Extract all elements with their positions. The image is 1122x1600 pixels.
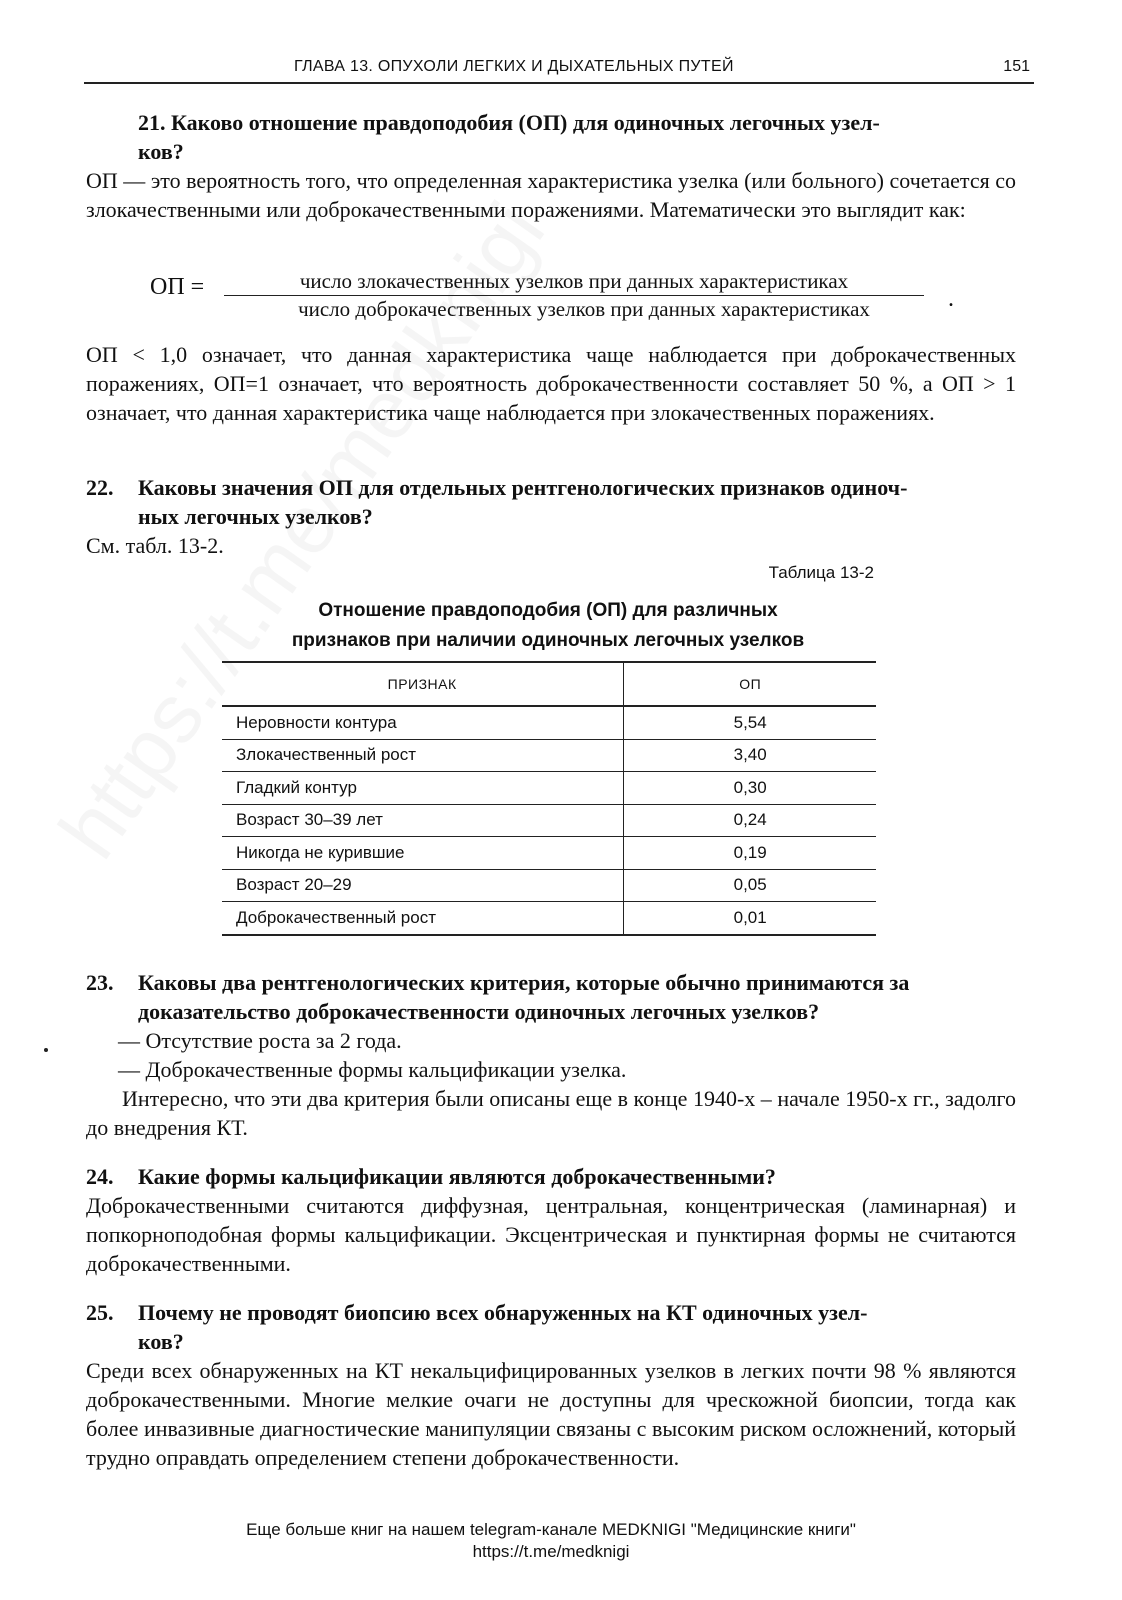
feature-cell: Неровности контура <box>222 706 624 739</box>
question-number: 23. <box>86 970 114 995</box>
footer-promo-text: Еще больше книг на нашем telegram-канале MEDKNIGI "Медицинские книги" <box>246 1520 856 1539</box>
question-number: 25. <box>86 1300 114 1325</box>
question-title: Каковы два рентгенологических критерия, которые обычно принимаются за <box>138 970 910 995</box>
scan-speck <box>44 1048 48 1052</box>
formula-end: . <box>948 286 954 312</box>
question-title: Почему не проводят биопсию всех обнаруженных на КТ одиночных узел- <box>138 1300 868 1325</box>
question-24-heading <box>86 1162 1016 1191</box>
question-number: 22. <box>86 475 114 500</box>
question-title-continued: ков? <box>138 139 184 164</box>
formula-numerator: число злокачественных узелков при данных характеристиках <box>224 268 924 296</box>
criterion-item: — Доброкачественные формы кальцификации узелка. <box>118 1057 627 1082</box>
table-row <box>222 804 876 837</box>
formula-denominator: число доброкачественных узелков при данных характеристиках <box>298 297 870 321</box>
table-header-row <box>222 662 876 706</box>
formula-fraction <box>224 268 944 323</box>
lr-value-cell: 0,30 <box>624 772 876 805</box>
question-title-continued: доказательство доброкачественности одиночных легочных узелков? <box>138 999 820 1024</box>
table-row <box>222 772 876 805</box>
question-21-heading <box>86 108 1016 166</box>
table-row <box>222 837 876 870</box>
question-number: 24. <box>86 1164 114 1189</box>
answer-25-text: Среди всех обнаруженных на КТ некальцифицированных узелков в легких почти 98 % являются доброкачественными. Многие мелкие очаги не доступны для чрескожной биопсии, тогда как более инвазивные диагностические манипуляции связаны с высоким риском осложнений, который трудно оправдать определением степени доброкачественности. <box>86 1358 1016 1470</box>
answer-21-text: ОП — это вероятность того, что определенная характеристика узелка (или больного) сочетается со злокачественными или доброкачественными поражениями. Математически это выглядит как: <box>86 168 1016 222</box>
running-header <box>84 56 1034 84</box>
table-title-line: признаков при наличии одиночных легочных узелков <box>291 630 805 651</box>
table-title <box>222 596 874 656</box>
question-title-continued: ных легочных узелков? <box>138 504 373 529</box>
lr-value-cell: 5,54 <box>624 706 876 739</box>
column-header-lr: ОП <box>624 662 876 706</box>
answer-23-note: Интересно, что эти два критерия были описаны еще в конце 1940-х – начале 1950-х гг., задолго до внедрения КТ. <box>86 1086 1016 1140</box>
table-row <box>222 869 876 902</box>
question-title: Каковы значения ОП для отдельных рентгенологических признаков одиноч- <box>138 475 908 500</box>
footer-link[interactable]: https://t.me/medknigi <box>472 1542 630 1561</box>
question-number: 21. <box>138 110 166 135</box>
footer <box>0 1519 1102 1563</box>
column-header-feature: ПРИЗНАК <box>222 662 624 706</box>
lr-value-cell: 0,05 <box>624 869 876 902</box>
feature-cell: Злокачественный рост <box>222 739 624 772</box>
lr-value-cell: 3,40 <box>624 739 876 772</box>
formula-lhs: ОП = <box>150 274 205 300</box>
question-title-continued: ков? <box>138 1329 184 1354</box>
question-25-heading <box>86 1298 1016 1356</box>
table-row <box>222 902 876 935</box>
lr-value-cell: 0,24 <box>624 804 876 837</box>
lr-value-cell: 0,19 <box>624 837 876 870</box>
feature-cell: Никогда не курившие <box>222 837 624 870</box>
table-caption: Таблица 13-2 <box>768 563 874 582</box>
feature-cell: Возраст 30–39 лет <box>222 804 624 837</box>
question-title: Какие формы кальцификации являются доброкачественными? <box>138 1164 776 1189</box>
question-title: Каково отношение правдоподобия (ОП) для одиночных легочных узел- <box>171 110 880 135</box>
answer-21-explanation: ОП < 1,0 означает, что данная характеристика чаще наблюдается при доброкачественных поражениях, ОП=1 означает, что вероятность доброкачественности составляет 50 %, а ОП > 1 означает, что данная характеристика чаще наблюдается при злокачественных поражениях. <box>86 342 1016 425</box>
criterion-item: — Отсутствие роста за 2 года. <box>118 1028 402 1053</box>
chapter-title: ГЛАВА 13. ОПУХОЛИ ЛЕГКИХ И ДЫХАТЕЛЬНЫХ ПУТЕЙ <box>294 58 734 75</box>
table-title-line: Отношение правдоподобия (ОП) для различных <box>318 600 778 621</box>
likelihood-ratio-table <box>222 661 876 936</box>
feature-cell: Доброкачественный рост <box>222 902 624 935</box>
answer-22-text: См. табл. 13-2. <box>86 533 224 558</box>
lr-value-cell: 0,01 <box>624 902 876 935</box>
table-row <box>222 706 876 739</box>
question-22-heading <box>86 473 1016 531</box>
likelihood-ratio-formula <box>150 268 970 328</box>
feature-cell: Возраст 20–29 <box>222 869 624 902</box>
page-number: 151 <box>1003 58 1030 75</box>
feature-cell: Гладкий контур <box>222 772 624 805</box>
question-23-heading <box>86 968 1016 1026</box>
table-row <box>222 739 876 772</box>
answer-24-text: Доброкачественными считаются диффузная, центральная, концентрическая (ламинарная) и попкорноподобная формы кальцификации. Эксцентрическая и пунктирная формы не считаются доброкачественными. <box>86 1193 1016 1276</box>
